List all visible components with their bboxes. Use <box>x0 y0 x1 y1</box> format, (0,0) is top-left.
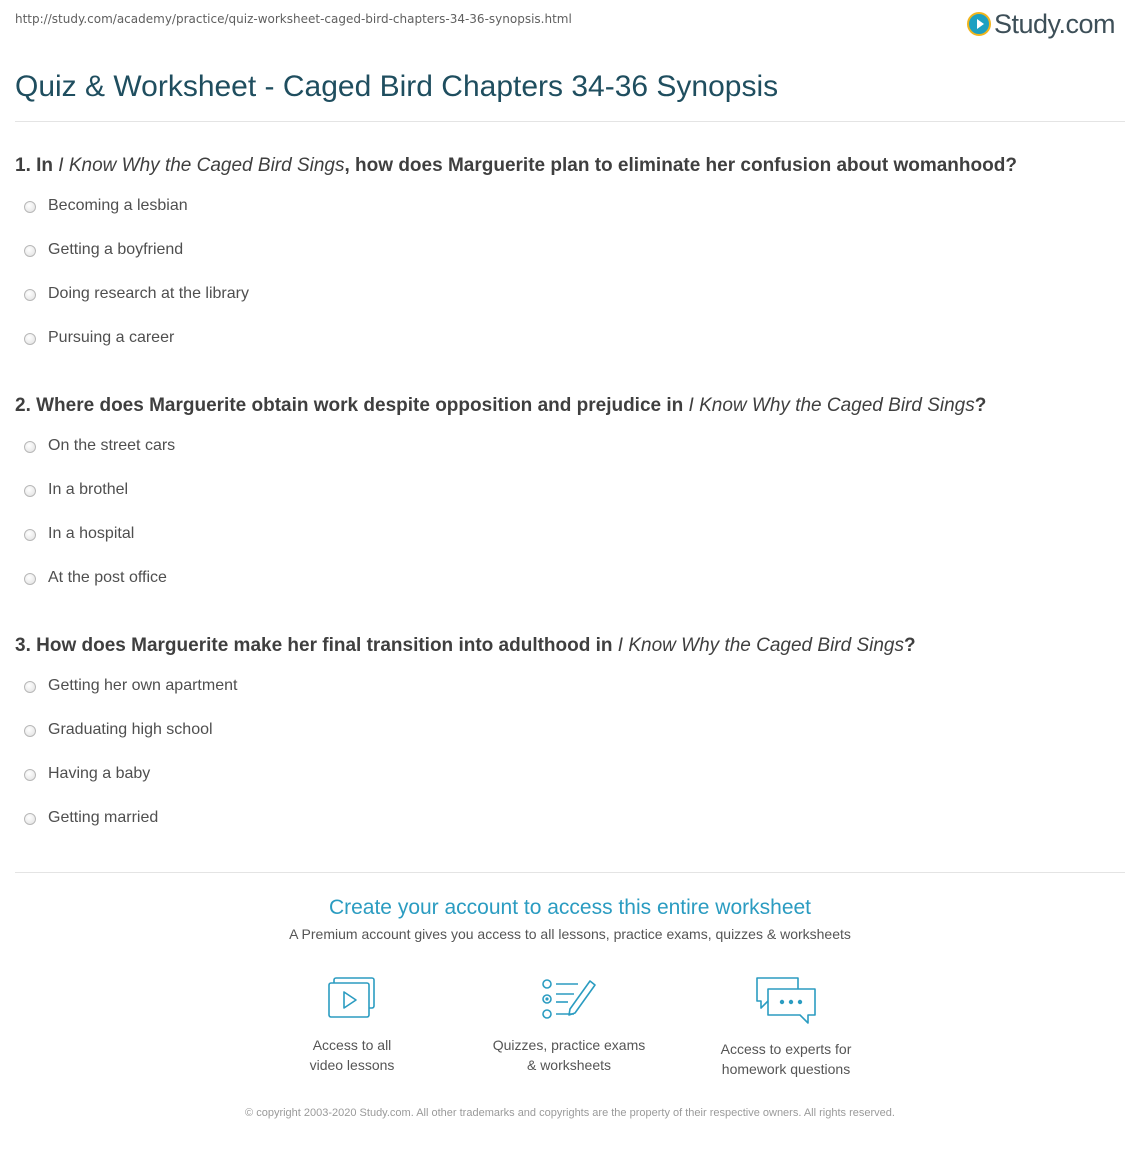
question-text: 1. In I Know Why the Caged Bird Sings, how does Marguerite plan to eliminate her confusion about womanhood? <box>15 155 1017 176</box>
answer-option[interactable] <box>15 569 1125 613</box>
radio-button[interactable] <box>24 529 36 541</box>
answer-options <box>15 197 1125 373</box>
radio-button[interactable] <box>24 245 36 257</box>
cta-title[interactable]: Create your account to access this entire worksheet <box>328 896 812 919</box>
cta-subtitle: A Premium account gives you access to all lessons, practice exams, quizzes & worksheets <box>289 926 851 942</box>
radio-button[interactable] <box>24 289 36 301</box>
answer-options <box>15 437 1125 613</box>
video-lessons-icon <box>325 975 379 1023</box>
feature-label: Access to experts for homework questions <box>720 1041 852 1077</box>
logo-text: Study.com <box>993 8 1115 39</box>
radio-button[interactable] <box>24 769 36 781</box>
radio-button[interactable] <box>24 441 36 453</box>
answer-option[interactable] <box>15 765 1125 809</box>
question-text: 3. How does Marguerite make her final transition into adulthood in I Know Why the Caged Bird Sings? <box>15 635 916 656</box>
radio-button[interactable] <box>24 813 36 825</box>
copyright-notice: © copyright 2003-2020 Study.com. All other trademarks and copyrights are the property of their respective owners. All rights reserved. <box>245 1107 895 1119</box>
answer-option[interactable] <box>15 241 1125 285</box>
answer-label: On the street cars <box>48 437 176 454</box>
answer-label: Getting married <box>48 809 159 826</box>
page-url: http://study.com/academy/practice/quiz-worksheet-caged-bird-chapters-34-36-synopsis.html <box>15 12 572 26</box>
answer-label: Becoming a lesbian <box>48 197 188 214</box>
chat-bubbles-icon <box>754 975 818 1027</box>
play-badge-icon <box>967 12 991 36</box>
page-title: Quiz & Worksheet - Caged Bird Chapters 34-36 Synopsis <box>15 70 779 103</box>
answer-option[interactable] <box>15 677 1125 721</box>
answer-option[interactable] <box>15 197 1125 241</box>
cta-divider <box>15 872 1125 873</box>
answer-option[interactable] <box>15 721 1125 765</box>
answer-options <box>15 677 1125 853</box>
feature-quizzes <box>469 975 669 1075</box>
answer-label: Graduating high school <box>48 721 213 738</box>
answer-label: Having a baby <box>48 765 151 782</box>
quiz-checklist-icon <box>540 975 598 1023</box>
study-logo[interactable] <box>967 6 1115 42</box>
answer-option[interactable] <box>15 329 1125 373</box>
answer-option[interactable] <box>15 481 1125 525</box>
feature-experts <box>686 975 886 1079</box>
radio-button[interactable] <box>24 725 36 737</box>
feature-label: Access to all video lessons <box>309 1037 395 1073</box>
answer-label: Getting her own apartment <box>48 677 238 694</box>
feature-video-lessons <box>252 975 452 1075</box>
feature-label: Quizzes, practice exams & worksheets <box>492 1037 646 1073</box>
answer-option[interactable] <box>15 809 1125 853</box>
radio-button[interactable] <box>24 201 36 213</box>
title-divider <box>15 121 1125 122</box>
answer-label: In a brothel <box>48 481 129 498</box>
radio-button[interactable] <box>24 573 36 585</box>
radio-button[interactable] <box>24 485 36 497</box>
radio-button[interactable] <box>24 333 36 345</box>
question-text: 2. Where does Marguerite obtain work despite opposition and prejudice in I Know Why the Caged Bird Sings? <box>15 395 987 416</box>
answer-option[interactable] <box>15 285 1125 329</box>
answer-label: At the post office <box>48 569 167 586</box>
radio-button[interactable] <box>24 681 36 693</box>
answer-option[interactable] <box>15 437 1125 481</box>
answer-option[interactable] <box>15 525 1125 569</box>
question-1 <box>15 155 1125 373</box>
question-2 <box>15 395 1125 613</box>
answer-label: Doing research at the library <box>48 285 249 302</box>
answer-label: Getting a boyfriend <box>48 241 184 258</box>
answer-label: Pursuing a career <box>48 329 175 346</box>
answer-label: In a hospital <box>48 525 135 542</box>
question-3 <box>15 635 1125 853</box>
